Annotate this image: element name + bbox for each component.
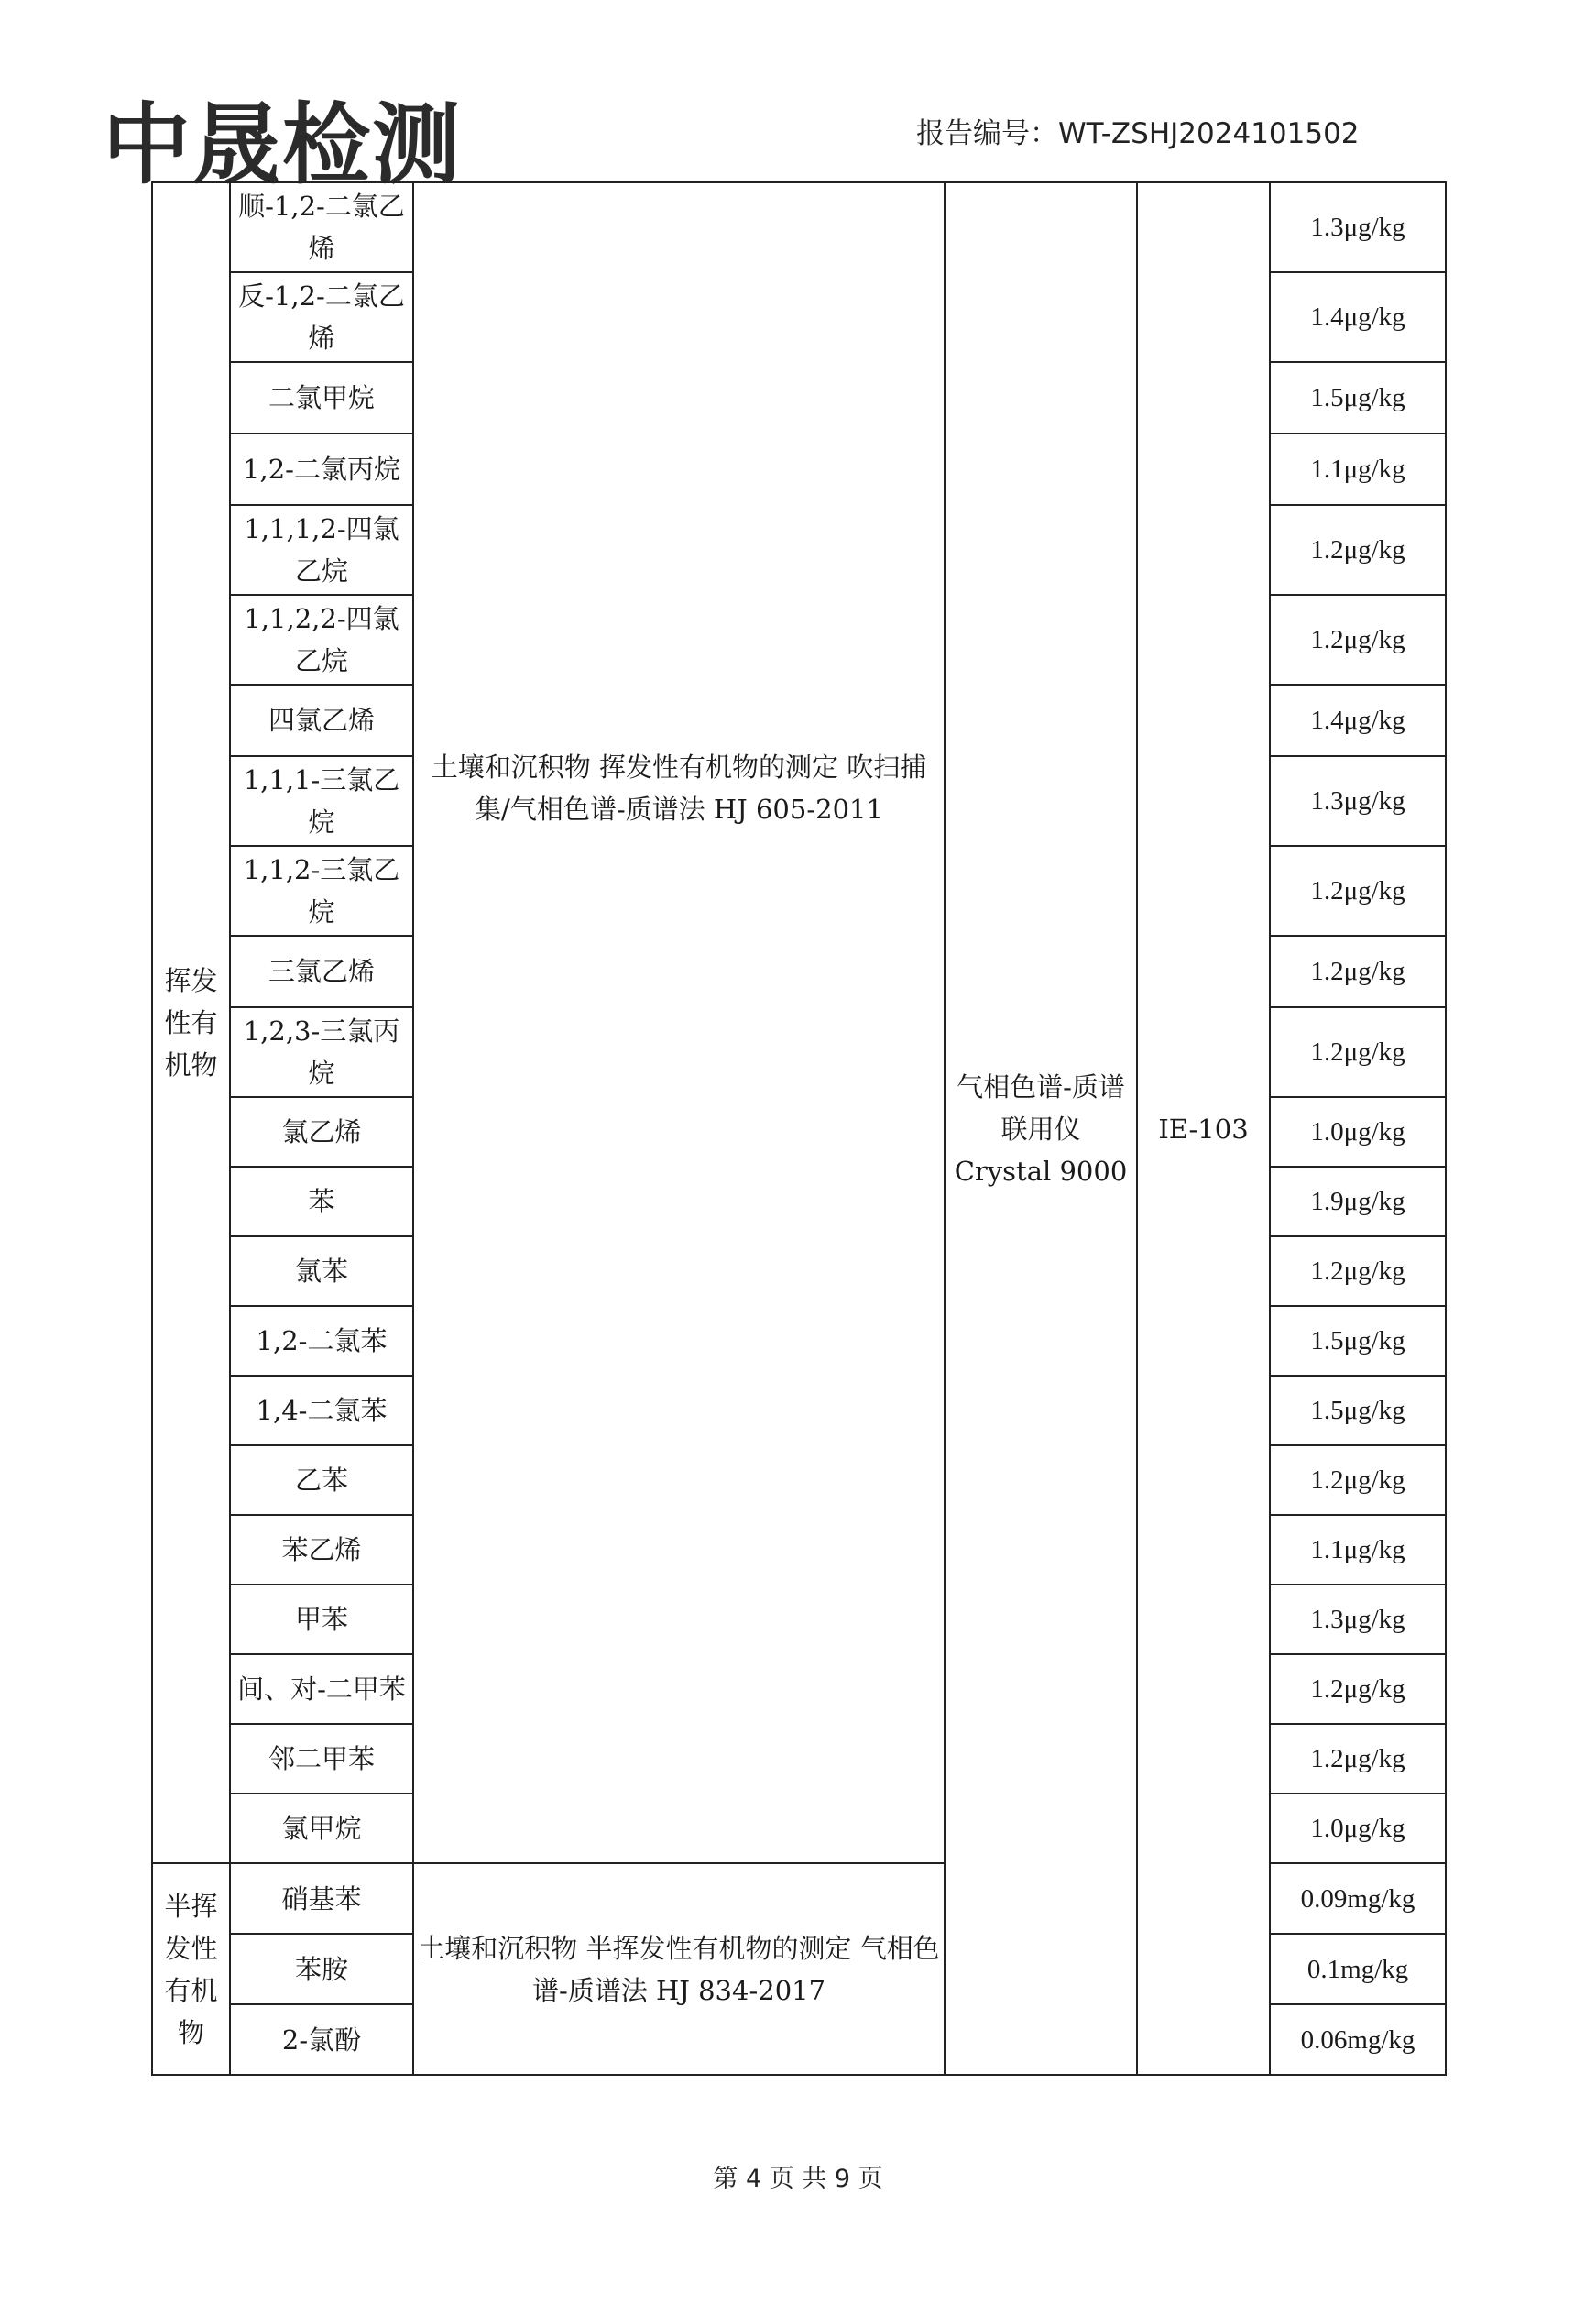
- table-row: [152, 182, 1446, 272]
- page-footer: 第 4 页 共 9 页: [713, 2165, 883, 2193]
- detection-limit-cell: 1.2μg/kg: [1270, 936, 1446, 1007]
- detection-limit-cell: 1.5μg/kg: [1270, 1306, 1446, 1376]
- item-cell: 四氯乙烯: [230, 685, 413, 756]
- item-cell: 间、对-二甲苯: [230, 1654, 413, 1724]
- item-cell: 1,1,2-三氯乙烷: [230, 846, 413, 936]
- report-number-value: WT-ZSHJ2024101502: [1058, 117, 1360, 150]
- detection-limit-cell: 0.06mg/kg: [1270, 2004, 1446, 2075]
- detection-limit-cell: 1.0μg/kg: [1270, 1794, 1446, 1863]
- item-cell: 1,4-二氯苯: [230, 1376, 413, 1445]
- detection-limit-cell: 1.4μg/kg: [1270, 272, 1446, 362]
- detection-limit-cell: 1.3μg/kg: [1270, 182, 1446, 272]
- item-cell: 甲苯: [230, 1585, 413, 1654]
- method-cell: 土壤和沉积物 半挥发性有机物的测定 气相色谱-质谱法 HJ 834-2017: [413, 1863, 945, 2075]
- item-cell: 2-氯酚: [230, 2004, 413, 2075]
- item-cell: 反-1,2-二氯乙烯: [230, 272, 413, 362]
- company-logo: 中晟检测: [103, 93, 462, 196]
- item-cell: 硝基苯: [230, 1863, 413, 1934]
- report-number: [916, 110, 1360, 151]
- detection-limit-table: [151, 181, 1447, 2076]
- item-cell: 1,1,2,2-四氯乙烷: [230, 595, 413, 685]
- item-cell: 氯乙烯: [230, 1097, 413, 1167]
- instrument-cell: 气相色谱-质谱联用仪 Crystal 9000: [945, 182, 1137, 2075]
- detection-limit-cell: 1.5μg/kg: [1270, 1376, 1446, 1445]
- detection-limit-cell: 1.3μg/kg: [1270, 1585, 1446, 1654]
- item-cell: 氯甲烷: [230, 1794, 413, 1863]
- item-cell: 1,2-二氯丙烷: [230, 433, 413, 505]
- item-cell: 苯胺: [230, 1934, 413, 2004]
- instrument-id-cell: IE-103: [1137, 182, 1270, 2075]
- item-cell: 氯苯: [230, 1236, 413, 1306]
- detection-limit-cell: 1.5μg/kg: [1270, 362, 1446, 433]
- detection-limit-cell: 1.1μg/kg: [1270, 433, 1446, 505]
- item-cell: 1,2-二氯苯: [230, 1306, 413, 1376]
- item-cell: 乙苯: [230, 1445, 413, 1515]
- item-cell: 三氯乙烯: [230, 936, 413, 1007]
- detection-limit-cell: 1.2μg/kg: [1270, 1654, 1446, 1724]
- method-cell: 土壤和沉积物 挥发性有机物的测定 吹扫捕集/气相色谱-质谱法 HJ 605-2011: [413, 182, 945, 1863]
- detection-limit-cell: 1.3μg/kg: [1270, 756, 1446, 846]
- item-cell: 1,1,1,2-四氯乙烷: [230, 505, 413, 595]
- item-cell: 苯乙烯: [230, 1515, 413, 1585]
- item-cell: 邻二甲苯: [230, 1724, 413, 1794]
- detection-limit-cell: 1.2μg/kg: [1270, 1724, 1446, 1794]
- detection-limit-cell: 1.2μg/kg: [1270, 505, 1446, 595]
- item-cell: 顺-1,2-二氯乙烯: [230, 182, 413, 272]
- item-cell: 1,1,1-三氯乙烷: [230, 756, 413, 846]
- detection-limit-cell: 1.2μg/kg: [1270, 1007, 1446, 1097]
- item-cell: 苯: [230, 1167, 413, 1236]
- report-number-label: 报告编号：: [916, 117, 1058, 150]
- item-cell: 1,2,3-三氯丙烷: [230, 1007, 413, 1097]
- detection-limit-cell: 1.9μg/kg: [1270, 1167, 1446, 1236]
- detection-limit-cell: 0.09mg/kg: [1270, 1863, 1446, 1934]
- detection-limit-cell: 1.2μg/kg: [1270, 595, 1446, 685]
- category-cell: 挥发性有机物: [152, 182, 230, 1863]
- detection-limit-cell: 1.1μg/kg: [1270, 1515, 1446, 1585]
- item-cell: 二氯甲烷: [230, 362, 413, 433]
- detection-limit-cell: 1.0μg/kg: [1270, 1097, 1446, 1167]
- detection-limit-cell: 1.2μg/kg: [1270, 1236, 1446, 1306]
- detection-limit-cell: 1.2μg/kg: [1270, 846, 1446, 936]
- detection-limit-cell: 1.2μg/kg: [1270, 1445, 1446, 1515]
- detection-limit-cell: 1.4μg/kg: [1270, 685, 1446, 756]
- detection-limit-cell: 0.1mg/kg: [1270, 1934, 1446, 2004]
- category-cell: 半挥发性有机物: [152, 1863, 230, 2075]
